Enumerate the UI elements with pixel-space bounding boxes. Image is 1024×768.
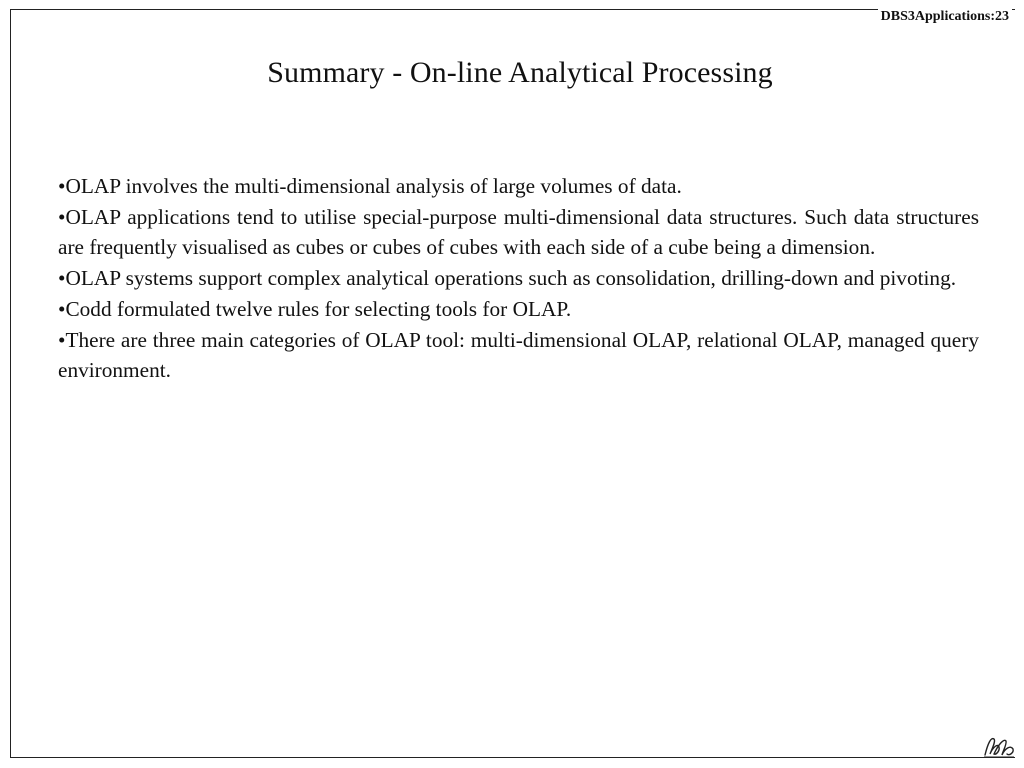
slide-title: Summary - On-line Analytical Processing (267, 56, 773, 89)
slide-id-label: DBS3Applications:23 (878, 8, 1012, 26)
bullet-item-categories: •There are three main categories of OLAP tool: multi-dimensional OLAP, relational OLAP, managed query environment. (58, 327, 979, 383)
bullet-item-olap-analysis: •OLAP involves the multi-dimensional analysis of large volumes of data. (58, 174, 682, 198)
bullet-item-operations: •OLAP systems support complex analytical operations such as consolidation, drilling-down and pivoting. (58, 266, 957, 291)
bullet-item-data-structures: •OLAP applications tend to utilise special-purpose multi-dimensional data structures. Such data structures are frequently visualised as cubes or cubes of cubes with each side of a cube being a dimension. (58, 204, 979, 260)
bullet-list (58, 171, 979, 386)
bullet-item-codd-rules: •Codd formulated twelve rules for selecting tools for OLAP. (58, 296, 572, 321)
publisher-logo-icon (982, 735, 1016, 759)
